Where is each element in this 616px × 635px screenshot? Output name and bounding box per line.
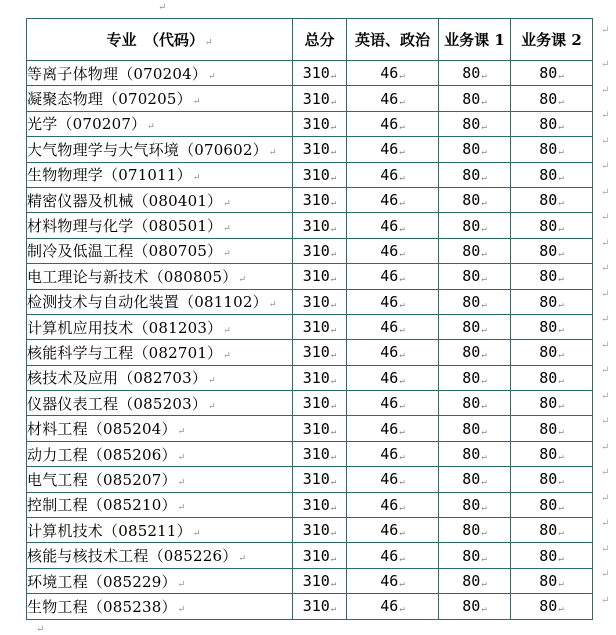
table-row [27, 492, 593, 517]
major-cell: 环境工程（085229）↵ [27, 568, 293, 593]
cell-end-mark: ↵ [330, 147, 337, 158]
cell-end-mark: ↵ [399, 147, 405, 158]
total-score-cell: 310↵ [293, 61, 347, 86]
english-politics-cell: 46↵ [347, 111, 439, 136]
major-cell: 等离子体物理（070204）↵ [27, 61, 293, 86]
major-cell: 生物工程（085238）↵ [27, 594, 293, 619]
english-politics-cell: 46↵ [347, 543, 439, 568]
course-1-cell: 80↵ [439, 492, 511, 517]
course-2-cell: 80↵ [511, 61, 593, 86]
cell-end-mark: ↵ [399, 426, 405, 437]
cell-end-mark: ↵ [399, 198, 405, 209]
cell-end-mark: ↵ [481, 528, 487, 539]
cell-end-mark: ↵ [223, 350, 232, 361]
table-row [27, 518, 593, 543]
course-2-cell: 80↵ [511, 314, 593, 339]
table-row [27, 137, 593, 162]
major-cell: 计算机技术（085211）↵ [27, 518, 293, 543]
table-row [27, 314, 593, 339]
total-score-cell: 310↵ [293, 391, 347, 416]
english-politics-cell: 46↵ [347, 594, 439, 619]
total-score-cell: 310↵ [293, 467, 347, 492]
course-2-cell: 80↵ [511, 162, 593, 187]
english-politics-cell: 46↵ [347, 518, 439, 543]
total-score-cell: 310↵ [293, 416, 347, 441]
course-2-cell: 80↵ [511, 416, 593, 441]
course-1-cell: 80↵ [439, 340, 511, 365]
course-2-cell: 80↵ [511, 213, 593, 238]
course-2-cell: 80↵ [511, 111, 593, 136]
english-politics-cell: 46↵ [347, 441, 439, 466]
cell-end-mark: ↵ [558, 528, 564, 539]
cell-end-mark: ↵ [330, 299, 337, 310]
cell-end-mark: ↵ [399, 604, 405, 615]
cell-end-mark: ↵ [330, 325, 337, 336]
cell-end-mark: ↵ [399, 299, 405, 310]
cell-end-mark: ↵ [330, 198, 337, 209]
cell-end-mark: ↵ [223, 224, 232, 235]
major-cell: 检测技术与自动化装置（081102）↵ [27, 289, 293, 314]
course-2-cell: 80↵ [511, 340, 593, 365]
header-english-politics: 英语、政治 [347, 19, 439, 61]
total-score-cell: 310↵ [293, 137, 347, 162]
cell-end-mark: ↵ [177, 427, 186, 438]
cell-end-mark: ↵ [192, 528, 201, 539]
course-1-cell: 80↵ [439, 187, 511, 212]
course-2-cell: 80↵ [511, 543, 593, 568]
cell-end-mark: ↵ [481, 96, 487, 107]
cell-end-mark: ↵ [192, 173, 201, 184]
cell-end-mark: ↵ [481, 325, 487, 336]
table-row [27, 340, 593, 365]
course-2-cell: 80↵ [511, 391, 593, 416]
course-1-cell: 80↵ [439, 518, 511, 543]
cell-end-mark: ↵ [330, 248, 337, 259]
english-politics-cell: 46↵ [347, 391, 439, 416]
cell-end-mark: ↵ [399, 350, 405, 361]
cell-end-mark: ↵ [481, 426, 487, 437]
table-row [27, 289, 593, 314]
course-1-cell: 80↵ [439, 314, 511, 339]
cell-end-mark: ↵ [558, 375, 564, 386]
course-1-cell: 80↵ [439, 391, 511, 416]
english-politics-cell: 46↵ [347, 467, 439, 492]
course-1-cell: 80↵ [439, 289, 511, 314]
cell-end-mark: ↵ [481, 147, 487, 158]
total-score-cell: 310↵ [293, 213, 347, 238]
total-score-cell: 310↵ [293, 568, 347, 593]
course-2-cell: 80↵ [511, 365, 593, 390]
major-cell: 制冷及低温工程（080705）↵ [27, 238, 293, 263]
paragraph-mark-bottom: ↵ [36, 624, 45, 635]
table-row [27, 111, 593, 136]
table-row [27, 187, 593, 212]
total-score-cell: 310↵ [293, 492, 347, 517]
total-score-cell: 310↵ [293, 441, 347, 466]
major-cell: 核能与核技术工程（085226）↵ [27, 543, 293, 568]
total-score-cell: 310↵ [293, 187, 347, 212]
cell-end-mark: ↵ [399, 172, 405, 183]
cell-end-mark: ↵ [399, 528, 405, 539]
english-politics-cell: 46↵ [347, 213, 439, 238]
cell-end-mark: ↵ [399, 71, 405, 82]
cell-end-mark: ↵ [481, 401, 487, 412]
cell-end-mark: ↵ [330, 172, 337, 183]
cell-end-mark: ↵ [177, 579, 186, 590]
cell-end-mark: ↵ [481, 274, 487, 285]
cell-end-mark: ↵ [330, 401, 337, 412]
cell-end-mark: ↵ [238, 554, 247, 565]
cell-end-mark: ↵ [208, 376, 216, 387]
course-2-cell: 80↵ [511, 187, 593, 212]
cell-end-mark: ↵ [399, 96, 405, 107]
cell-end-mark: ↵ [399, 274, 405, 285]
course-2-cell: 80↵ [511, 441, 593, 466]
cell-end-mark: ↵ [399, 579, 405, 589]
major-cell: 计算机应用技术（081203）↵ [27, 314, 293, 339]
cell-end-mark: ↵ [330, 121, 337, 132]
major-cell: 大气物理学与大气环境（070602）↵ [27, 137, 293, 162]
cell-end-mark: ↵ [223, 249, 232, 260]
cell-end-mark: ↵ [238, 274, 247, 285]
major-cell: 光学（070207）↵ [27, 111, 293, 136]
cell-end-mark: ↵ [481, 71, 487, 82]
cell-end-mark: ↵ [558, 579, 564, 589]
table-row [27, 391, 593, 416]
cell-end-mark: ↵ [481, 198, 487, 209]
cell-end-mark: ↵ [481, 299, 487, 310]
cell-end-mark: ↵ [330, 71, 337, 82]
cell-end-mark: ↵ [481, 553, 487, 564]
course-1-cell: 80↵ [439, 467, 511, 492]
total-score-cell: 310↵ [293, 340, 347, 365]
cell-end-mark: ↵ [177, 452, 186, 463]
course-2-cell: 80↵ [511, 568, 593, 593]
table-row [27, 543, 593, 568]
cell-end-mark: ↵ [558, 121, 564, 132]
total-score-cell: 310↵ [293, 594, 347, 619]
cell-end-mark: ↵ [330, 375, 337, 386]
cell-end-mark: ↵ [330, 274, 337, 285]
course-1-cell: 80↵ [439, 594, 511, 619]
cell-end-mark: ↵ [399, 502, 405, 513]
cell-end-mark: ↵ [223, 198, 232, 209]
english-politics-cell: 46↵ [347, 137, 439, 162]
cell-end-mark: ↵ [481, 502, 487, 513]
course-1-cell: 80↵ [439, 213, 511, 238]
major-cell: 核技术及应用（082703）↵ [27, 365, 293, 390]
cell-end-mark: ↵ [192, 97, 201, 108]
cell-end-mark: ↵ [481, 375, 487, 386]
cell-end-mark: ↵ [558, 274, 564, 285]
course-1-cell: 80↵ [439, 162, 511, 187]
cell-end-mark: ↵ [330, 96, 337, 107]
header-row [27, 19, 593, 61]
cell-end-mark: ↵ [330, 477, 337, 488]
major-cell: 电工理论与新技术（080805）↵ [27, 264, 293, 289]
cell-end-mark: ↵ [177, 477, 186, 488]
cell-end-mark: ↵ [147, 122, 156, 133]
cell-end-mark: ↵ [481, 172, 487, 183]
cell-end-mark: ↵ [558, 172, 564, 183]
cell-end-mark: ↵ [268, 147, 277, 158]
cell-end-mark: ↵ [268, 300, 277, 311]
cell-end-mark: ↵ [558, 96, 564, 107]
total-score-cell: 310↵ [293, 264, 347, 289]
course-2-cell: 80↵ [511, 264, 593, 289]
table-row [27, 467, 593, 492]
total-score-cell: 310↵ [293, 518, 347, 543]
cell-end-mark: ↵ [558, 502, 564, 513]
cell-end-mark: ↵ [558, 248, 564, 259]
course-1-cell: 80↵ [439, 238, 511, 263]
cell-end-mark: ↵ [481, 579, 487, 589]
row-end-marks: ↵ ↵ ↵ ↵ ↵ ↵ ↵ ↵ ↵ ↵ ↵ ↵ ↵ ↵ ↵ ↵ ↵ ↵ ↵ ↵ ↵ ↵ ↵ [601, 25, 610, 606]
english-politics-cell: 46↵ [347, 416, 439, 441]
course-1-cell: 80↵ [439, 543, 511, 568]
cell-end-mark: ↵ [330, 502, 337, 513]
total-score-cell: 310↵ [293, 289, 347, 314]
course-2-cell: 80↵ [511, 86, 593, 111]
cell-end-mark: ↵ [399, 248, 405, 259]
cell-end-mark: ↵ [558, 401, 564, 412]
english-politics-cell: 46↵ [347, 86, 439, 111]
course-2-cell: 80↵ [511, 594, 593, 619]
course-2-cell: 80↵ [511, 137, 593, 162]
cell-end-mark: ↵ [330, 350, 337, 361]
total-score-cell: 310↵ [293, 86, 347, 111]
english-politics-cell: 46↵ [347, 340, 439, 365]
cell-end-mark: ↵ [481, 223, 487, 234]
cell-end-mark: ↵ [223, 325, 232, 336]
cell-end-mark: ↵ [558, 198, 564, 209]
cell-end-mark: ↵ [330, 579, 337, 589]
cell-end-mark: ↵ [330, 528, 337, 539]
cell-end-mark: ↵ [177, 503, 186, 514]
cell-end-mark: ↵ [399, 121, 405, 132]
total-score-cell: 310↵ [293, 111, 347, 136]
english-politics-cell: 46↵ [347, 568, 439, 593]
cell-end-mark: ↵ [330, 604, 337, 615]
course-1-cell: 80↵ [439, 111, 511, 136]
cell-end-mark: ↵ [399, 452, 405, 463]
major-cell: 凝聚态物理（070205）↵ [27, 86, 293, 111]
table-row [27, 594, 593, 619]
course-2-cell: 80↵ [511, 467, 593, 492]
english-politics-cell: 46↵ [347, 264, 439, 289]
major-cell: 精密仪器及机械（080401）↵ [27, 187, 293, 212]
paragraph-mark-top: ↵ [158, 2, 167, 13]
cell-end-mark: ↵ [558, 553, 564, 564]
table-row [27, 213, 593, 238]
english-politics-cell: 46↵ [347, 492, 439, 517]
course-2-cell: 80↵ [511, 518, 593, 543]
course-1-cell: 80↵ [439, 365, 511, 390]
table-row [27, 264, 593, 289]
table-row [27, 162, 593, 187]
english-politics-cell: 46↵ [347, 314, 439, 339]
table-row [27, 568, 593, 593]
score-table [26, 18, 593, 620]
cell-end-mark: ↵ [481, 604, 487, 615]
major-cell: 控制工程（085210）↵ [27, 492, 293, 517]
cell-end-mark: ↵ [399, 223, 405, 234]
cell-end-mark: ↵ [399, 325, 405, 336]
table-row [27, 61, 593, 86]
cell-end-mark: ↵ [558, 299, 564, 310]
cell-end-mark: ↵ [558, 426, 564, 437]
course-1-cell: 80↵ [439, 441, 511, 466]
cell-end-mark: ↵ [481, 477, 487, 488]
cell-end-mark: ↵ [399, 375, 405, 386]
table-row [27, 238, 593, 263]
table-row [27, 441, 593, 466]
table-row [27, 365, 593, 390]
course-1-cell: 80↵ [439, 61, 511, 86]
header-major: 专业 （代码）↵ [27, 19, 293, 61]
course-1-cell: 80↵ [439, 264, 511, 289]
cell-end-mark: ↵ [558, 452, 564, 463]
english-politics-cell: 46↵ [347, 365, 439, 390]
cell-end-mark: ↵ [558, 325, 564, 336]
total-score-cell: 310↵ [293, 314, 347, 339]
header-course-1: 业务课 1 [439, 19, 511, 61]
cell-end-mark: ↵ [208, 401, 216, 412]
table-row [27, 86, 593, 111]
major-cell: 材料工程（085204）↵ [27, 416, 293, 441]
cell-end-mark: ↵ [558, 604, 564, 615]
english-politics-cell: 46↵ [347, 289, 439, 314]
course-2-cell: 80↵ [511, 289, 593, 314]
major-cell: 生物物理学（071011）↵ [27, 162, 293, 187]
cell-end-mark: ↵ [481, 248, 487, 259]
header-total: 总分 [293, 19, 347, 61]
course-1-cell: 80↵ [439, 86, 511, 111]
total-score-cell: 310↵ [293, 238, 347, 263]
cell-end-mark: ↵ [330, 553, 337, 564]
cell-end-mark: ↵ [558, 147, 564, 158]
major-cell: 动力工程（085206）↵ [27, 441, 293, 466]
total-score-cell: 310↵ [293, 543, 347, 568]
course-2-cell: 80↵ [511, 492, 593, 517]
major-cell: 电气工程（085207）↵ [27, 467, 293, 492]
english-politics-cell: 46↵ [347, 162, 439, 187]
course-2-cell: 80↵ [511, 238, 593, 263]
major-cell: 材料物理与化学（080501）↵ [27, 213, 293, 238]
cell-end-mark: ↵ [399, 553, 405, 564]
english-politics-cell: 46↵ [347, 187, 439, 212]
cell-end-mark: ↵ [481, 350, 487, 361]
cell-end-mark: ↵ [558, 350, 564, 361]
total-score-cell: 310↵ [293, 162, 347, 187]
cell-end-mark: ↵ [481, 121, 487, 132]
cell-end-mark: ↵ [208, 71, 216, 82]
cell-end-mark: ↵ [481, 452, 487, 463]
total-score-cell: 310↵ [293, 365, 347, 390]
course-1-cell: 80↵ [439, 416, 511, 441]
cell-end-mark: ↵ [177, 604, 186, 615]
major-cell: 仪器仪表工程（085203）↵ [27, 391, 293, 416]
course-1-cell: 80↵ [439, 137, 511, 162]
cell-end-mark: ↵ [399, 477, 405, 488]
cell-end-mark: ↵ [399, 401, 405, 412]
cell-end-mark: ↵ [330, 426, 337, 437]
header-course-2: 业务课 2 [511, 19, 593, 61]
cell-end-mark: ↵ [558, 477, 564, 488]
english-politics-cell: 46↵ [347, 238, 439, 263]
course-1-cell: 80↵ [439, 568, 511, 593]
cell-end-mark: ↵ [558, 223, 564, 234]
table-row [27, 416, 593, 441]
english-politics-cell: 46↵ [347, 61, 439, 86]
cell-end-mark: ↵ [330, 452, 337, 463]
cell-end-mark: ↵ [558, 71, 564, 82]
major-cell: 核能科学与工程（082701）↵ [27, 340, 293, 365]
cell-end-mark: ↵ [330, 223, 337, 234]
